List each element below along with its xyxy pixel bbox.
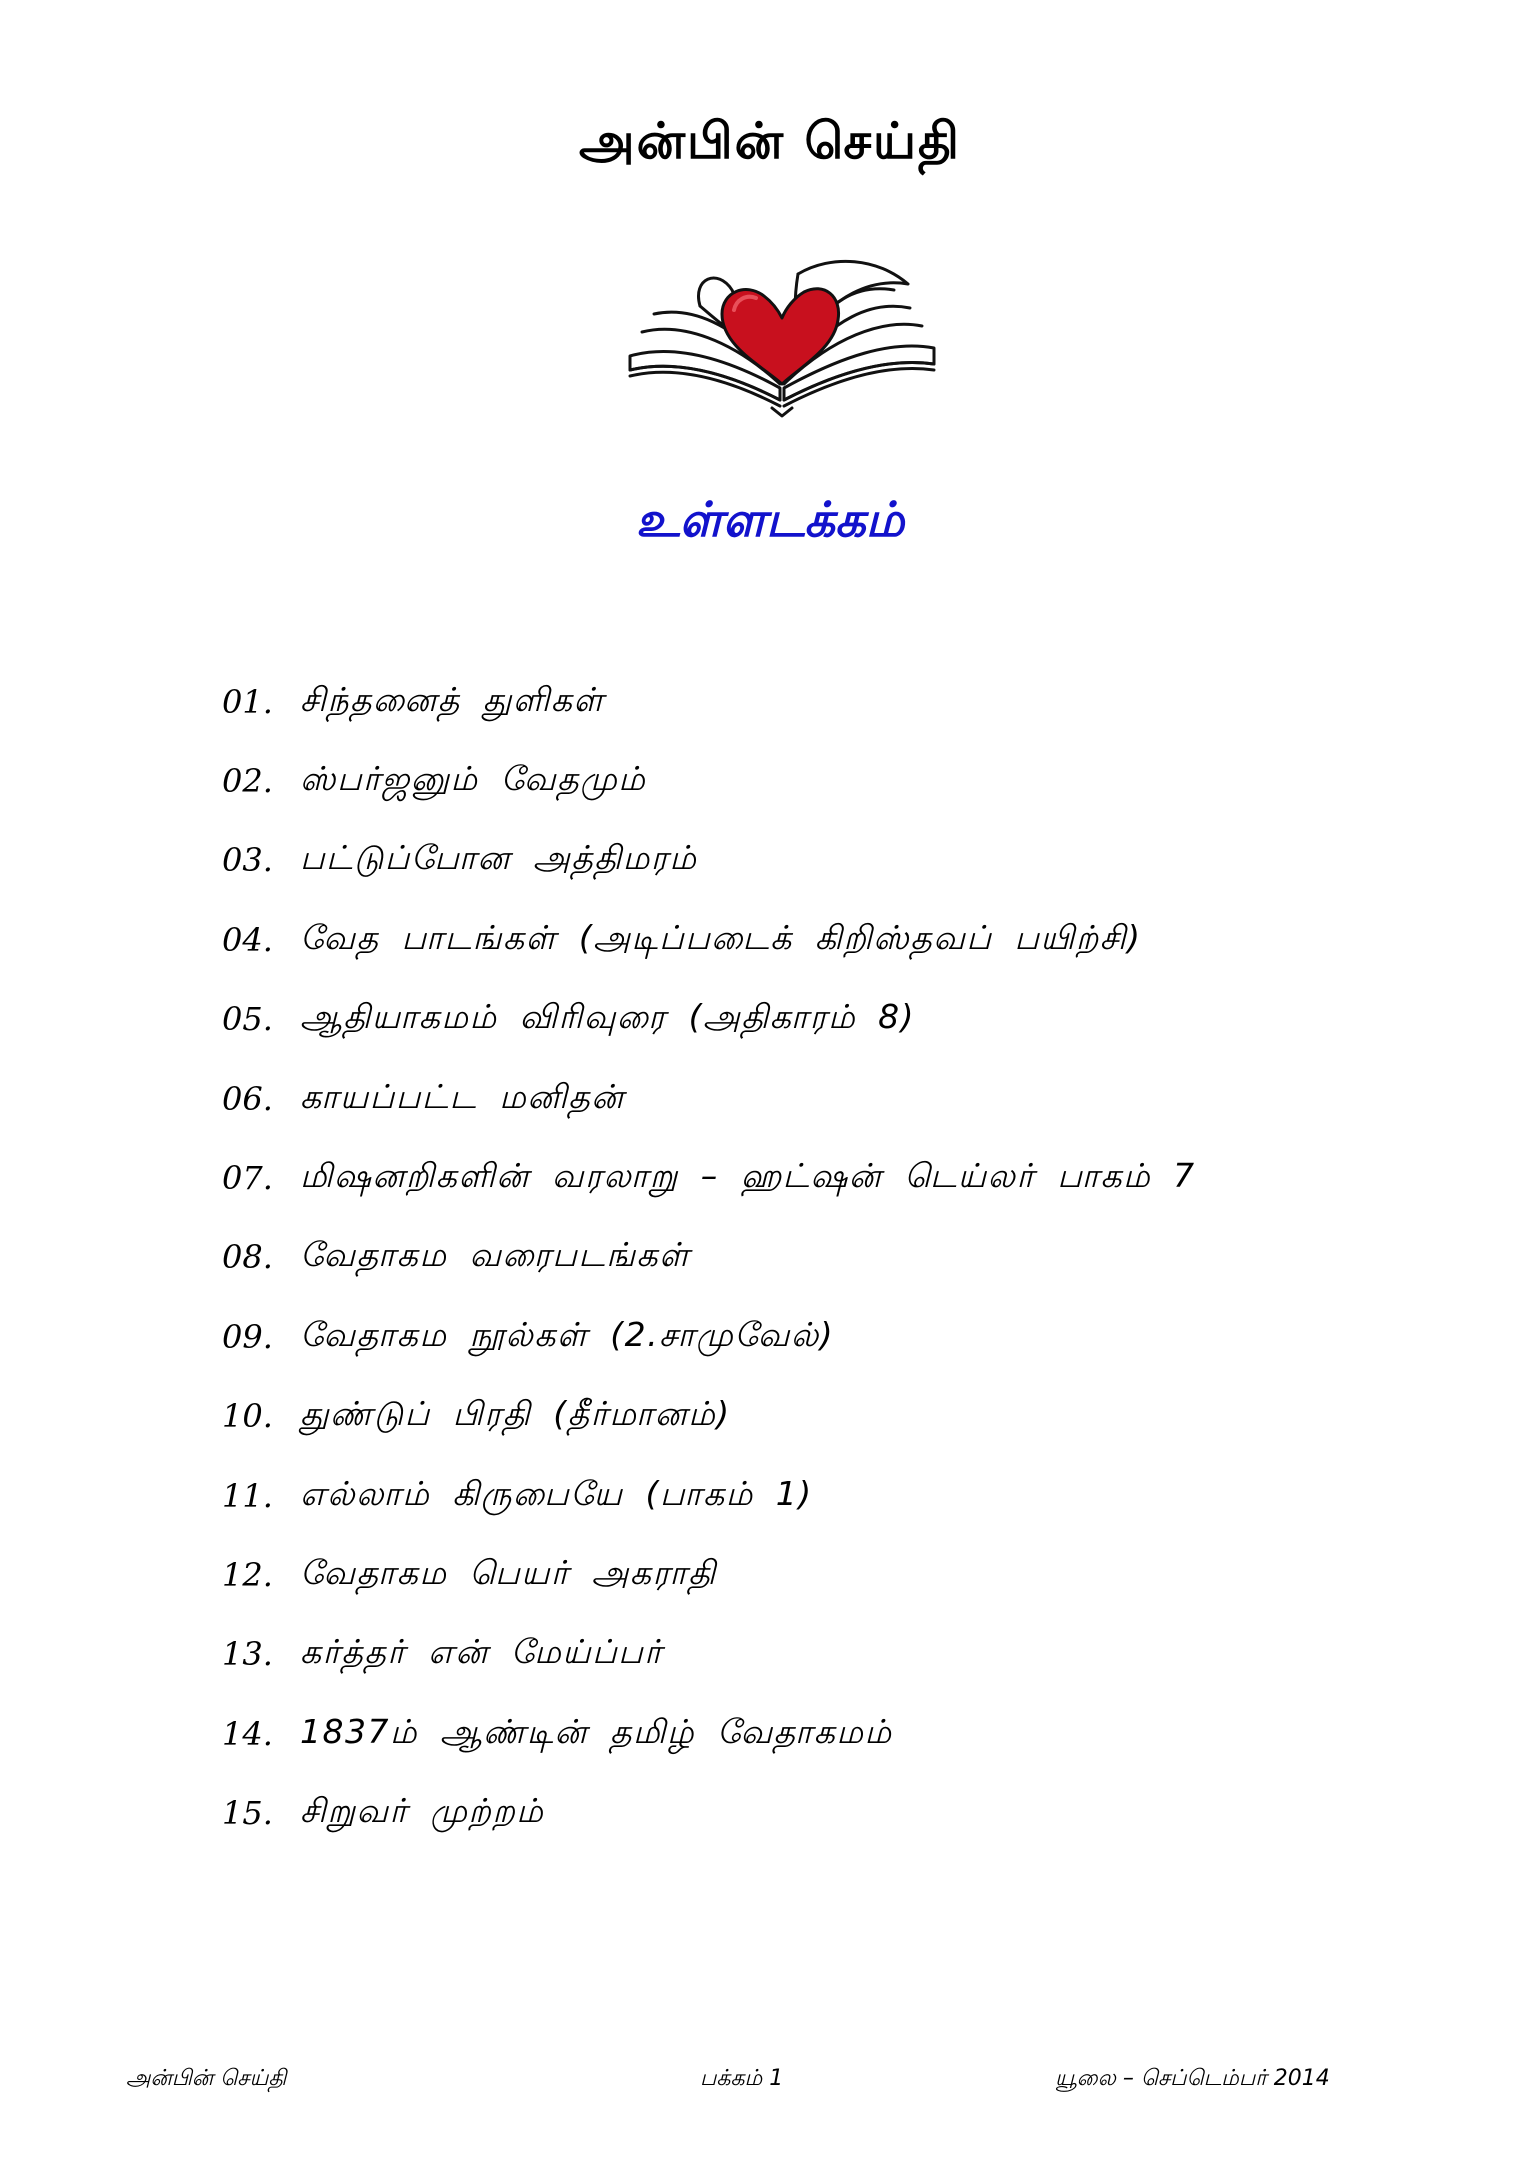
toc-item-number: 02. xyxy=(222,762,273,801)
toc-item-number: 15. xyxy=(222,1794,273,1833)
toc-item-title: வேதாகம பெயர் அகராதி xyxy=(300,1552,717,1592)
toc-item-number: 01. xyxy=(222,682,273,721)
toc-item-title: ஆதியாகமம் விரிவுரை (அதிகாரம் 8) xyxy=(300,997,916,1037)
toc-item-number: 04. xyxy=(222,920,273,959)
toc-item-title: கர்த்தர் என் மேய்ப்பர் xyxy=(300,1632,663,1672)
toc-item-title: மிஷனறிகளின் வரலாறு – ஹட்ஷன் டெய்லர் பாகம் 7 xyxy=(300,1156,1196,1196)
toc-item[interactable] xyxy=(222,900,1196,979)
toc-item-number: 05. xyxy=(222,1000,273,1039)
toc-item[interactable] xyxy=(222,1059,1196,1138)
toc-item-number: 06. xyxy=(222,1079,273,1118)
toc-item-title: ஸ்பர்ஜனும் வேதமும் xyxy=(300,759,647,799)
toc-item-title: காயப்பட்ட மனிதன் xyxy=(300,1076,625,1116)
page-title: அன்பின் செய்தி xyxy=(579,112,961,170)
footer-page-number: பக்கம் 1 xyxy=(700,2066,784,2091)
toc-item-number: 12. xyxy=(222,1555,273,1594)
footer-publication-name: அன்பின் செய்தி xyxy=(126,2066,287,2091)
toc-item[interactable] xyxy=(222,980,1196,1059)
open-book-heart-icon xyxy=(622,248,942,428)
toc-item-number: 11. xyxy=(222,1476,273,1515)
toc-item[interactable] xyxy=(222,1138,1196,1217)
toc-item-number: 09. xyxy=(222,1317,273,1356)
toc-item[interactable] xyxy=(222,1694,1196,1773)
toc-item[interactable] xyxy=(222,662,1196,741)
toc-item-number: 03. xyxy=(222,841,273,880)
toc-item-number: 10. xyxy=(222,1397,273,1436)
toc-item-title: வேதாகம நூல்கள் (2.சாமுவேல்) xyxy=(300,1314,835,1354)
toc-item[interactable] xyxy=(222,1218,1196,1297)
toc-item[interactable] xyxy=(222,741,1196,820)
toc-item[interactable] xyxy=(222,1615,1196,1694)
toc-item[interactable] xyxy=(222,1773,1196,1852)
toc-item-title: வேத பாடங்கள் (அடிப்படைக் கிறிஸ்தவப் பயிற்சி) xyxy=(300,917,1142,957)
toc-item-number: 13. xyxy=(222,1635,273,1674)
toc-item-title: துண்டுப் பிரதி (தீர்மானம்) xyxy=(300,1394,731,1434)
toc-item-title: வேதாகம வரைபடங்கள் xyxy=(300,1235,691,1275)
toc-item-number: 14. xyxy=(222,1714,273,1753)
toc-item[interactable] xyxy=(222,1297,1196,1376)
table-of-contents xyxy=(222,662,1196,1853)
toc-item-number: 08. xyxy=(222,1238,273,1277)
contents-heading: உள்ளடக்கம் xyxy=(635,492,905,548)
toc-item[interactable] xyxy=(222,821,1196,900)
page-footer xyxy=(0,2066,1540,2100)
toc-item[interactable] xyxy=(222,1535,1196,1614)
toc-item-title: 1837ம் ஆண்டின் தமிழ் வேதாகமம் xyxy=(300,1711,893,1751)
toc-item-title: பட்டுப்போன அத்திமரம் xyxy=(300,838,698,878)
toc-item-title: எல்லாம் கிருபையே (பாகம் 1) xyxy=(300,1473,813,1513)
footer-issue-date: யூலை – செப்டெம்பர் 2014 xyxy=(1055,2066,1330,2091)
toc-item-title: சிறுவர் முற்றம் xyxy=(300,1791,545,1831)
toc-item-title: சிந்தனைத் துளிகள் xyxy=(300,679,605,719)
toc-item-number: 07. xyxy=(222,1159,273,1198)
toc-item[interactable] xyxy=(222,1377,1196,1456)
toc-item[interactable] xyxy=(222,1456,1196,1535)
